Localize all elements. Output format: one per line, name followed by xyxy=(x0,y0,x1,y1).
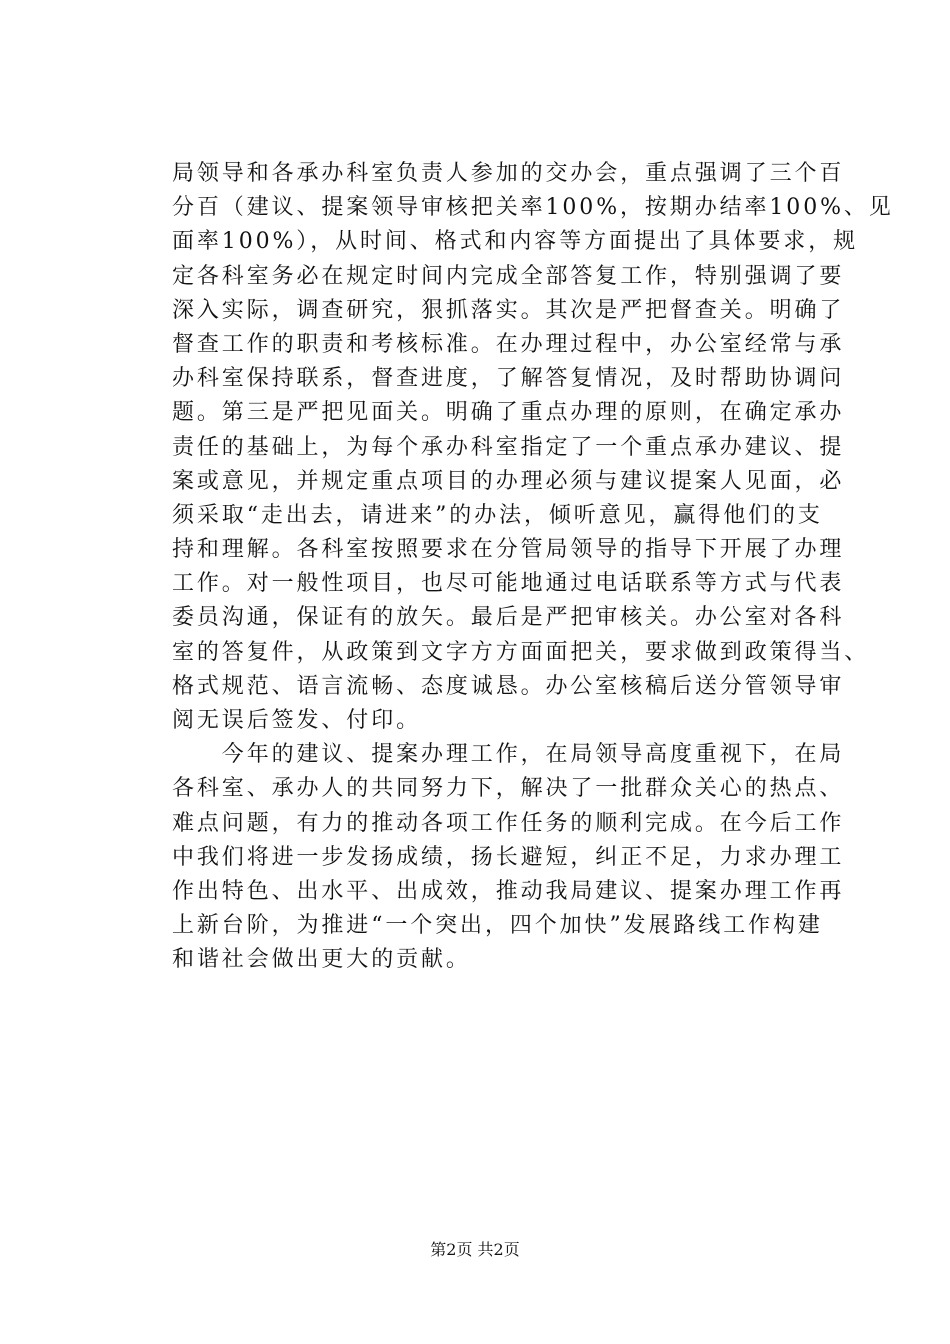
body-text xyxy=(172,157,894,978)
text-line: 须采取“走出去，请进来”的办法，倾听意见，赢得他们的支 xyxy=(172,502,823,528)
text-line: 题。第三是严把见面关。明确了重点办理的原则，在确定承办 xyxy=(172,400,845,426)
text-line: 作出特色、出水平、出成效，推动我局建议、提案办理工作再 xyxy=(172,878,845,904)
text-line: 责任的基础上，为每个承办科室指定了一个重点承办建议、提 xyxy=(172,434,845,460)
text-line: 室的答复件，从政策到文字方方面面把关，要求做到政策得当、 xyxy=(172,639,870,665)
text-line: 各科室、承办人的共同努力下，解决了一批群众关心的热点、 xyxy=(172,776,845,802)
text-line: 和谐社会做出更大的贡献。 xyxy=(172,947,471,973)
text-line: 中我们将进一步发扬成绩，扬长避短，纠正不足，力求办理工 xyxy=(172,844,845,870)
text-line: 深入实际，调查研究，狠抓落实。其次是严把督查关。明确了 xyxy=(172,297,845,323)
text-line: 委员沟通，保证有的放矢。最后是严把审核关。办公室对各科 xyxy=(172,605,845,631)
text-line: 面率100%），从时间、格式和内容等方面提出了具体要求，规 xyxy=(172,229,858,255)
text-line: 案或意见，并规定重点项目的办理必须与建议提案人见面，必 xyxy=(172,468,845,494)
page-number-footer: 第2页 共2页 xyxy=(430,1240,520,1259)
text-line: 分百（建议、提案领导审核把关率100%，按期办结率100%、见 xyxy=(172,195,894,221)
text-line: 格式规范、语言流畅、态度诚恳。办公室核稿后送分管领导审 xyxy=(172,673,845,699)
text-line: 督查工作的职责和考核标准。在办理过程中，办公室经常与承 xyxy=(172,331,845,357)
text-line: 今年的建议、提案办理工作，在局领导高度重视下，在局 xyxy=(172,742,845,768)
text-line: 难点问题，有力的推动各项工作任务的顺利完成。在今后工作 xyxy=(172,810,845,836)
text-line: 阅无误后签发、付印。 xyxy=(172,708,422,733)
text-line: 工作。对一般性项目，也尽可能地通过电话联系等方式与代表 xyxy=(172,571,845,597)
text-line: 上新台阶，为推进“一个突出，四个加快”发展路线工作构建 xyxy=(172,913,823,939)
text-line: 局领导和各承办科室负责人参加的交办会，重点强调了三个百 xyxy=(172,161,845,186)
text-line: 定各科室务必在规定时间内完成全部答复工作，特别强调了要 xyxy=(172,263,845,289)
text-line: 持和理解。各科室按照要求在分管局领导的指导下开展了办理 xyxy=(172,537,845,563)
text-line: 办科室保持联系，督查进度，了解答复情况，及时帮助协调问 xyxy=(172,366,845,392)
